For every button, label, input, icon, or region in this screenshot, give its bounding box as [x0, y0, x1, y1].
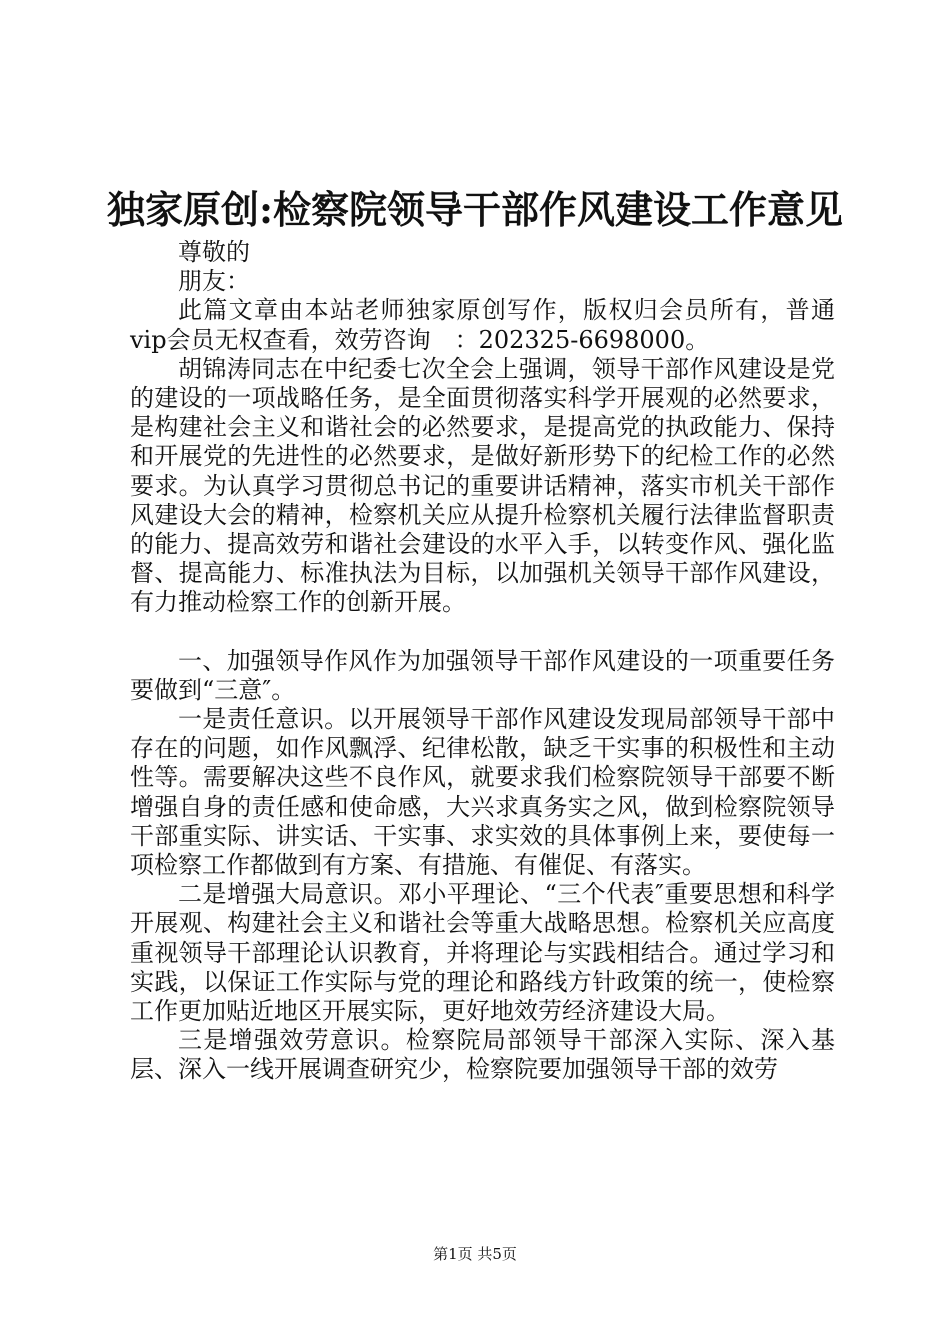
paragraph-overall-situation: 二是增强大局意识。邓小平理论、“三个代表″重要思想和科学开展观、构建社会主义和谐社会等重大战略思想。检察机关应高度重视领导干部理论认识教育，并将理论与实践相结合。通过学习和实践，以保证工作实际与党的理论和路线方针政策的统一，使检察工作更加贴近地区开展实际，更好地效劳经济建设大局。	[130, 880, 835, 1026]
intro-paragraph: 胡锦涛同志在中纪委七次全会上强调，领导干部作风建设是党的建设的一项战略任务，是全面贯彻落实科学开展观的必然要求，是构建社会主义和谐社会的必然要求，是提高党的执政能力、保持和开展党的先进性的必然要求，是做好新形势下的纪检工作的必然要求。为认真学习贯彻总书记的重要讲话精神，落实市机关干部作风建设大会的精神，检察机关应从提升检察机关履行法律监督职责的能力、提高效劳和谐社会建设的水平入手，以转变作风、强化监督、提高能力、标准执法为目标，以加强机关领导干部作风建设，有力推动检察工作的创新开展。	[130, 354, 835, 617]
greeting-line-1: 尊敬的	[178, 238, 250, 266]
paragraph-service: 三是增强效劳意识。检察院局部领导干部深入实际、深入基层、深入一线开展调查研究少，检察院要加强领导干部的效劳	[130, 1026, 835, 1084]
copyright-notice: 此篇文章由本站老师独家原创写作，版权归会员所有，普通vip会员无权查看，效劳咨询 ：202325-6698000。	[130, 296, 835, 354]
section-heading-one: 一、加强领导作风作为加强领导干部作风建设的一项重要任务要做到“三意″。	[130, 646, 835, 704]
paragraph-responsibility: 一是责任意识。以开展领导干部作风建设发现局部领导干部中存在的问题，如作风飘浮、纪律松散，缺乏干实事的积极性和主动性等。需要解决这些不良作风，就要求我们检察院领导干部要不断增强自身的责任感和使命感，大兴求真务实之风，做到检察院领导干部重实际、讲实话、干实事、求实效的具体事例上来，要使每一项检察工作都做到有方案、有措施、有催促、有落实。	[130, 705, 835, 880]
greeting-line-2: 朋友：	[178, 267, 250, 296]
page-number-footer: 第1页 共5页	[433, 1245, 517, 1263]
document-body	[130, 238, 835, 1085]
document-title: 独家原创:检察院领导干部作风建设工作意见	[106, 187, 844, 232]
